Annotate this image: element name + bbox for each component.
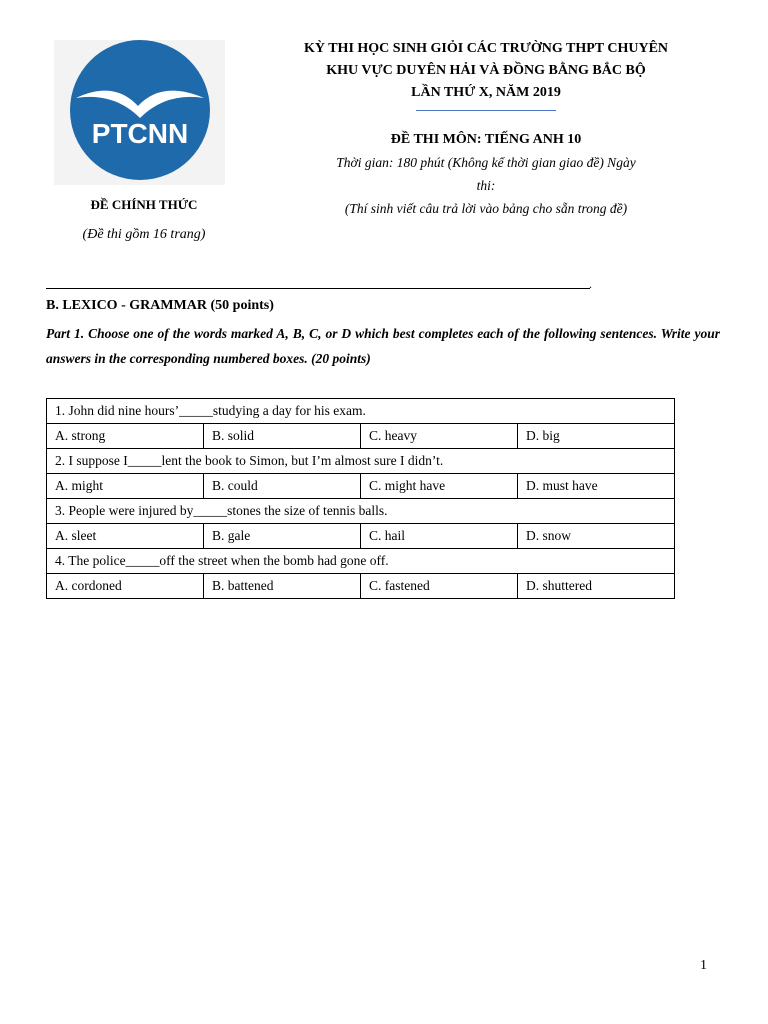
separator-dot: . [589, 277, 592, 291]
section-title: B. LEXICO - GRAMMAR (50 points) [46, 298, 274, 313]
option-c: C. heavy [361, 424, 518, 449]
exam-header [270, 38, 702, 220]
exam-instruction: (Thí sinh viết câu trả lời vào bảng cho sẵn trong đề) [344, 201, 628, 216]
official-label: ĐỀ CHÍNH THỨC [90, 197, 198, 212]
question-stem: 4. The police_____off the street when the bomb had gone off. [47, 549, 675, 574]
question-row [47, 449, 675, 474]
option-d: D. must have [518, 474, 675, 499]
options-row [47, 424, 675, 449]
option-a: A. cordoned [47, 574, 204, 599]
option-d: D. shuttered [518, 574, 675, 599]
exam-subject: ĐỀ THI MÔN: TIẾNG ANH 10 [390, 132, 582, 147]
question-stem: 2. I suppose I_____lent the book to Simon, but I’m almost sure I didn’t. [47, 449, 675, 474]
option-b: B. gale [204, 524, 361, 549]
option-b: B. battened [204, 574, 361, 599]
questions-table [46, 398, 675, 599]
question-row [47, 549, 675, 574]
page-count-note: (Đề thi gồm 16 trang) [82, 227, 206, 242]
options-row [47, 524, 675, 549]
separator-line [46, 288, 590, 289]
option-a: A. strong [47, 424, 204, 449]
logo-text: PTCNN [91, 118, 189, 149]
option-a: A. might [47, 474, 204, 499]
question-row [47, 399, 675, 424]
question-stem: 3. People were injured by_____stones the size of tennis balls. [47, 499, 675, 524]
option-b: B. could [204, 474, 361, 499]
option-d: D. snow [518, 524, 675, 549]
bird-logo-icon [54, 40, 225, 185]
option-c: C. might have [361, 474, 518, 499]
header-line-3: LẦN THỨ X, NĂM 2019 [411, 85, 561, 100]
options-row [47, 474, 675, 499]
header-line-2: KHU VỰC DUYÊN HẢI VÀ ĐỒNG BẰNG BẮC BỘ [326, 63, 646, 78]
school-logo [54, 40, 225, 185]
question-row [47, 499, 675, 524]
options-row [47, 574, 675, 599]
option-c: C. hail [361, 524, 518, 549]
option-c: C. fastened [361, 574, 518, 599]
question-stem: 1. John did nine hours’_____studying a day for his exam. [47, 399, 675, 424]
exam-time: Thời gian: 180 phút (Không kể thời gian giao đề) Ngày thi: [336, 155, 636, 193]
header-divider [416, 110, 556, 111]
option-b: B. solid [204, 424, 361, 449]
header-line-1: KỲ THI HỌC SINH GIỎI CÁC TRƯỜNG THPT CHUYÊN [303, 41, 669, 56]
part-1-instruction: Part 1. Choose one of the words marked A, B, C, or D which best completes each of the following sentences. Write your answers in the corresponding numbered boxes. (20 points) [46, 326, 720, 366]
option-a: A. sleet [47, 524, 204, 549]
page-number: 1 [700, 958, 707, 973]
option-d: D. big [518, 424, 675, 449]
